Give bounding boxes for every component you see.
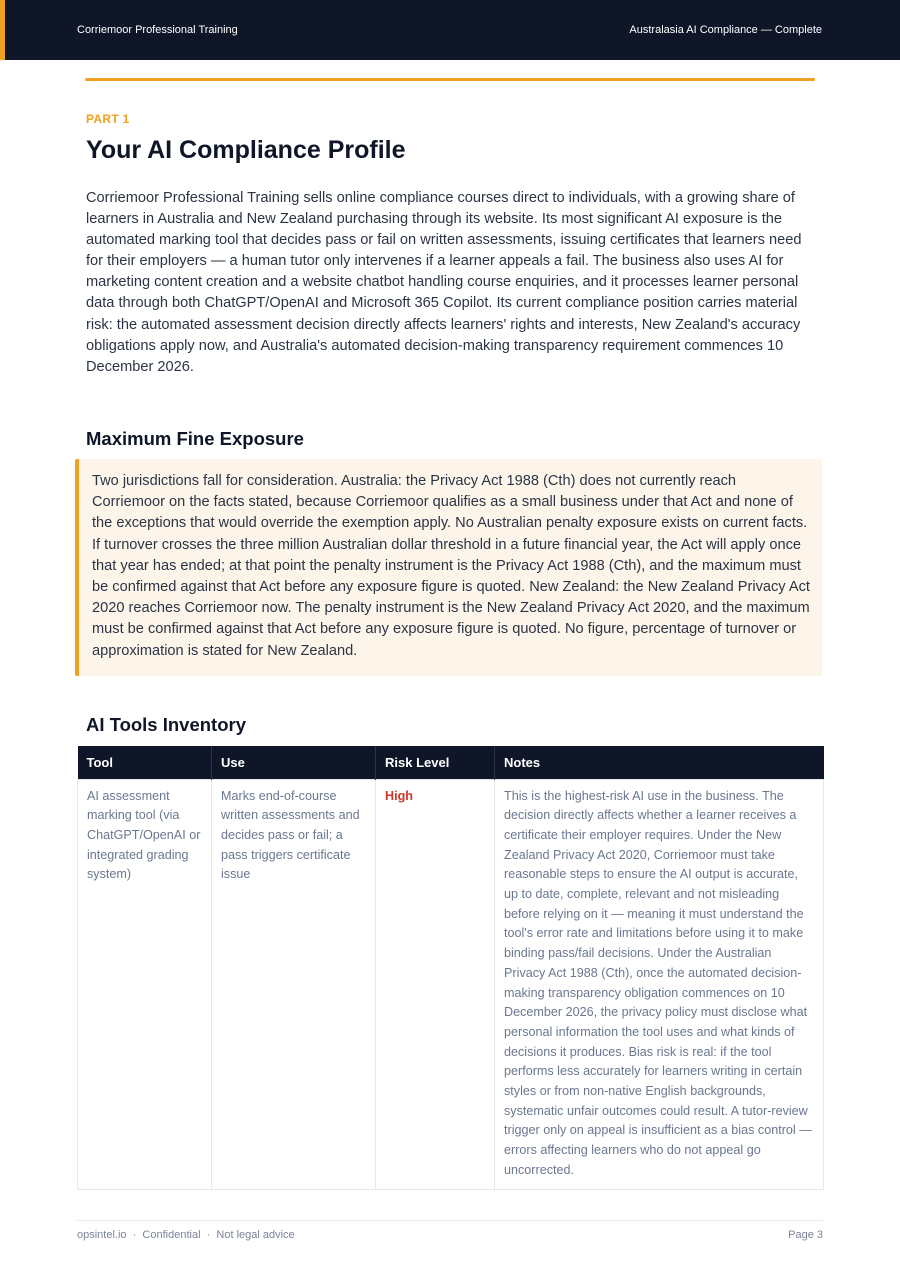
risk-badge: High xyxy=(385,788,413,803)
page-title: Your AI Compliance Profile xyxy=(86,136,406,164)
header-company-name: Corriemoor Professional Training xyxy=(77,24,238,36)
tools-inventory-table xyxy=(77,746,824,1190)
cell-notes: This is the highest-risk AI use in the business. The decision directly affects whether a learner receives a certificate their employer requires. Under the New Zealand Privacy Act 2020, Corriemoor must take reasonable steps to ensure the AI output is accurate, up to date, complete, relevant and not misleading before relying on it — meaning it must understand the tool's error rate and limitations before using it to make binding pass/fail decisions. Under the Australian Privacy Act 1988 (Cth), once the automated decision-making transparency obligation commences on 10 December 2026, the privacy policy must disclose what personal information the tool uses and what kinds of decisions it produces. Bias risk is real: if the tool performs less accurately for learners writing in certain styles or from non-native English backgrounds, systematic unfair outcomes could result. A tutor-review trigger only on appeal is insufficient as a bias control — errors affecting learners who do not appeal go uncorrected. xyxy=(495,779,824,1189)
cell-use: Marks end-of-course written assessments and decides pass or fail; a pass triggers certificate issue xyxy=(212,779,376,1189)
fine-exposure-text: Two jurisdictions fall for consideration. Australia: the Privacy Act 1988 (Cth) does not currently reach Corriemoor on the facts stated, because Corriemoor qualifies as a small business under that Act and none of the exceptions that would override the exemption apply. No Australian penalty exposure exists on current facts. If turnover crosses the three million Australian dollar threshold in a future financial year, the Act will apply once that year has ended; at that point the penalty instrument is the Privacy Act 1988 (Cth), and the maximum must be confirmed against that Act before any exposure figure is quoted. New Zealand: the New Zealand Privacy Act 2020 reaches Corriemoor now. The penalty instrument is the New Zealand Privacy Act 2020, and the maximum must be confirmed against that Act before any exposure figure is quoted. No figure, percentage of turnover or approximation is stated for New Zealand. xyxy=(92,473,810,659)
part-label: PART 1 xyxy=(86,112,130,126)
header-document-title: Australasia AI Compliance — Complete xyxy=(629,24,822,36)
cell-tool: AI assessment marking tool (via ChatGPT/OpenAI or integrated grading system) xyxy=(78,779,212,1189)
header-accent-stripe xyxy=(0,0,5,60)
fine-exposure-callout xyxy=(75,459,822,676)
footer-info: opsintel.io · Confidential · Not legal advice xyxy=(77,1229,295,1241)
section-divider xyxy=(85,78,815,81)
intro-paragraph: Corriemoor Professional Training sells online compliance courses direct to individuals, with a growing share of learners in Australia and New Zealand purchasing through its website. Its most significant AI exposure is the automated marking tool that decides pass or fail on written assessments, issuing certificates that learners need for their employers — a human tutor only intervenes if a learner appeals a fail. The business also uses AI for marketing content creation and a website chatbot handling course enquiries, and it processes learner personal data through both ChatGPT/OpenAI and Microsoft 365 Copilot. Its current compliance position carries material risk: the automated assessment decision directly affects learners' rights and interests, New Zealand's accuracy obligations apply now, and Australia's automated decision-making transparency requirement commences 10 December 2026. xyxy=(86,190,802,375)
column-header-notes: Notes xyxy=(495,746,824,779)
table-header-row xyxy=(78,746,824,779)
header-bar xyxy=(0,0,900,60)
column-header-use: Use xyxy=(212,746,376,779)
cell-risk-level xyxy=(376,779,495,1189)
column-header-risk-level: Risk Level xyxy=(376,746,495,779)
table-row xyxy=(78,779,824,1189)
page-number: Page 3 xyxy=(788,1229,823,1241)
fine-exposure-heading: Maximum Fine Exposure xyxy=(86,428,304,449)
tools-inventory-heading: AI Tools Inventory xyxy=(86,714,247,735)
column-header-tool: Tool xyxy=(78,746,212,779)
footer-divider xyxy=(77,1220,823,1221)
